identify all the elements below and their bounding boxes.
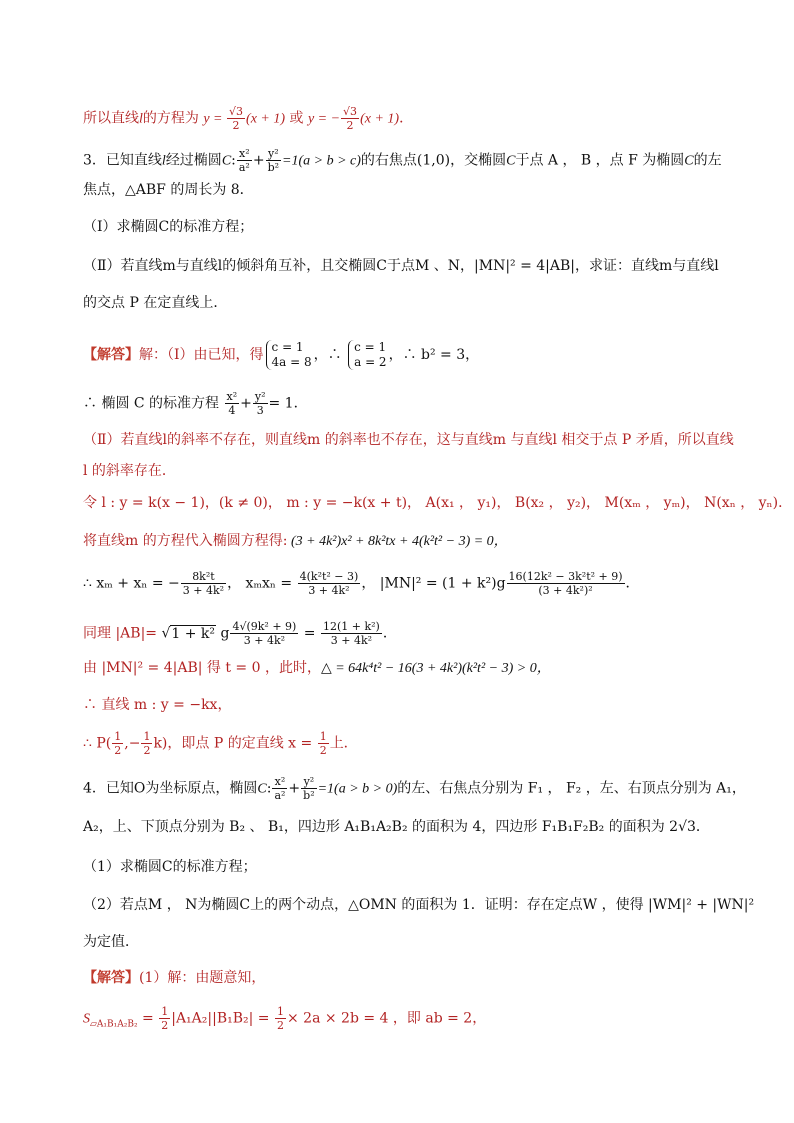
- denominator: 2: [161, 1019, 169, 1032]
- fraction: [507, 570, 625, 597]
- line-l20: （1）求椭圆C的标准方程；: [83, 859, 257, 875]
- math-var: C: [257, 781, 267, 797]
- fraction: [227, 105, 245, 132]
- fraction: [341, 105, 359, 132]
- line-l13: [83, 570, 754, 597]
- line-l01: [83, 105, 754, 132]
- numerator: x²: [272, 775, 287, 789]
- denominator: 2: [114, 744, 122, 757]
- fraction: [253, 390, 268, 417]
- text: ∴ xₘ + xₙ = −: [83, 575, 180, 592]
- fraction: [275, 1005, 286, 1032]
- numerator: 1: [143, 730, 151, 743]
- text: (1）解：由题意知，: [139, 970, 266, 986]
- text: 或: [285, 110, 308, 127]
- text: × 2a × 2b = 4 ，即 ab = 2，: [286, 1010, 487, 1027]
- numerator: 1: [319, 730, 327, 743]
- text: k): [153, 735, 168, 752]
- text: = 1．: [268, 395, 308, 412]
- line-l16: ∴ 直线 m : y = −kx，: [83, 697, 232, 713]
- text: =: [137, 1010, 159, 1027]
- subscript: ▱A₁B₁A₂B₂: [90, 1019, 138, 1030]
- line-l04: （Ⅰ）求椭圆C的标准方程；: [83, 219, 254, 235]
- numerator: y²: [301, 775, 316, 789]
- text: 将直线m 的方程代入椭圆方程得:: [83, 533, 288, 549]
- line-l06: 的交点 P 在定直线上．: [83, 295, 228, 311]
- text: +: [240, 395, 252, 412]
- equation: 4a = 8: [271, 355, 312, 369]
- fraction: [272, 775, 287, 802]
- denominator: 3 + 4k²: [308, 584, 350, 597]
- line-l19: A₂，上、下顶点分别为 B₂ 、 B₁，四边形 A₁B₁A₂B₂ 的面积为 4，四边形 F₁B₁F₂B₂ 的面积为 2√3．: [83, 819, 710, 835]
- text: 3．已知直线: [83, 152, 162, 169]
- numerator: 4√(9k² + 9): [232, 620, 297, 633]
- fraction: [321, 620, 382, 647]
- fraction: [141, 730, 152, 757]
- math-var: l: [139, 111, 143, 127]
- text: +: [288, 780, 301, 797]
- answer-label: 【解答】: [83, 347, 139, 363]
- math: (x + 1): [360, 111, 400, 127]
- line-l02: [83, 147, 754, 174]
- equation: a = 2: [354, 355, 387, 369]
- line-l14: 同理 |AB|= √1 + k² g $\frac{\text{4√(9k² + 9)}}{\text{3 + 4k²}}$ = $\frac{\text{12(1 + k²)}}{\text{3 + 4k²}}$ ．: [83, 620, 397, 647]
- text: ．: [625, 575, 640, 592]
- denominator: b²: [303, 789, 315, 802]
- denominator: 4: [228, 404, 236, 417]
- denominator: 3: [256, 404, 264, 417]
- math: (3 + 4k²)x² + 8k²tx + 4(k²t² − 3) = 0，: [287, 534, 508, 549]
- numerator: 8k²t: [181, 570, 226, 584]
- math-var: C: [684, 153, 694, 169]
- math: △ = 64k⁴t² − 16(3 + 4k²)(k²t² − 3) > 0，: [320, 661, 551, 676]
- text: ，∴: [313, 347, 347, 363]
- numerator: x²: [226, 390, 238, 403]
- denominator: b²: [267, 161, 280, 174]
- text: 的方程为: [142, 110, 204, 127]
- text: ∴ 椭圆 C 的标准方程: [83, 395, 224, 412]
- denominator: a²: [238, 161, 250, 174]
- numerator: x²: [237, 147, 252, 161]
- answer-label: 【解答】: [83, 970, 139, 986]
- denominator: (3 + 4k²)²: [538, 584, 593, 597]
- math-var: l: [161, 153, 166, 169]
- line-l08: [83, 390, 754, 417]
- text: 同理 |AB|=: [83, 625, 162, 642]
- math: =1(a > b > c): [282, 153, 361, 169]
- equation: c = 1: [271, 340, 304, 354]
- line-l24: [83, 1005, 754, 1034]
- text: =: [299, 625, 320, 642]
- radicand: 1 + k²: [171, 625, 216, 642]
- math: y =: [203, 111, 227, 127]
- text: +: [252, 152, 265, 169]
- denominator: a²: [274, 789, 286, 802]
- math-var: S: [83, 1011, 90, 1027]
- text: |A₁A₂||B₁B₂| =: [171, 1010, 274, 1027]
- denominator: 2: [232, 119, 240, 132]
- text: 所以直线: [83, 110, 139, 127]
- line-l17: [83, 730, 754, 757]
- denominator: 3 + 4k²: [182, 584, 225, 597]
- math: y = −: [307, 111, 341, 127]
- denominator: 2: [346, 119, 354, 132]
- text: ,−: [124, 735, 141, 752]
- equation: c = 1: [354, 340, 387, 354]
- denominator: 3 + 4k²: [330, 634, 373, 647]
- fraction: [230, 620, 298, 647]
- line-l05: （Ⅱ）若直线m与直线l的倾斜角互补，且交椭圆C于点M 、N，|MN|² = 4|AB|，求证：直线m与直线l: [83, 258, 719, 274]
- math-var: C: [506, 153, 516, 169]
- text: ．: [382, 625, 397, 642]
- line-l21: （2）若点M ， N为椭圆C上的两个动点，△OMN 的面积为 1．证明：存在定点W ，使得 |WM|² + |WN|²: [83, 897, 755, 913]
- text: 上．: [329, 735, 358, 752]
- numerator: 16(12k² − 3k²t² + 9): [508, 570, 623, 583]
- text: 4．已知O为坐标原点，椭圆: [83, 780, 258, 797]
- line-l10: l 的斜率存在．: [83, 463, 176, 479]
- text: ，∴ b² = 3，: [388, 347, 480, 363]
- text: :: [231, 152, 236, 169]
- text: 的右焦点(1,0)，交椭圆: [360, 152, 507, 169]
- equation-system: [348, 340, 386, 370]
- text: g: [216, 625, 230, 642]
- text: 的左、右焦点分别为 F₁ ， F₂ ，左、右顶点分别为 A₁，: [397, 780, 746, 797]
- fraction: [301, 775, 316, 802]
- equation-system: [266, 340, 312, 370]
- text: 的左: [693, 152, 722, 169]
- line-l15: [83, 658, 754, 679]
- numerator: 1: [276, 1005, 284, 1018]
- text: 于点 A ， B ，点 F 为椭圆: [515, 152, 685, 169]
- fraction: [298, 570, 361, 597]
- fraction: [266, 147, 281, 174]
- denominator: 2: [276, 1019, 284, 1032]
- line-l11: 令 l : y = k(x − 1)，(k ≠ 0)， m : y = −k(x + t)， A(x₁ ， y₁)， B(x₂ ， y₂)， M(xₘ ， yₘ)， N(xₙ ， yₙ)．: [83, 495, 793, 511]
- text: ．: [399, 110, 414, 127]
- line-l03: 焦点，△ABF 的周长为 8．: [83, 182, 254, 198]
- denominator: 3 + 4k²: [243, 634, 286, 647]
- numerator: y²: [254, 390, 266, 403]
- math: =1(a > b > 0): [317, 781, 398, 797]
- fraction: [181, 570, 226, 597]
- line-l09: （Ⅱ）若直线l的斜率不存在，则直线m 的斜率也不存在，这与直线m 与直线l 相交于点 P 矛盾，所以直线: [83, 432, 734, 448]
- text: ，即点 P 的定直线 x =: [167, 735, 317, 752]
- text: 经过椭圆: [165, 152, 222, 169]
- numerator: 12(1 + k²): [322, 620, 380, 633]
- line-l12: [83, 531, 754, 552]
- text: ， xₘxₙ =: [227, 575, 297, 592]
- text: ， |MN|² = (1 + k²)g: [361, 575, 506, 592]
- numerator: √3: [229, 105, 244, 118]
- numerator: y²: [266, 147, 281, 161]
- denominator: 2: [143, 744, 151, 757]
- fraction: [112, 730, 123, 757]
- numerator: 1: [114, 730, 122, 743]
- line-l18: [83, 775, 754, 802]
- fraction: [318, 730, 329, 757]
- numerator: 4(k²t² − 3): [299, 570, 359, 583]
- math-var: C: [221, 153, 232, 169]
- denominator: 2: [319, 744, 327, 757]
- line-l22: 为定值．: [83, 934, 139, 950]
- fraction: [225, 390, 240, 417]
- line-l07: [83, 340, 754, 370]
- math: (x + 1): [246, 111, 286, 127]
- fraction: [159, 1005, 170, 1032]
- numerator: √3: [343, 105, 358, 118]
- line-l23: [83, 968, 754, 988]
- numerator: 1: [161, 1005, 169, 1018]
- text: :: [266, 780, 272, 797]
- fraction: [237, 147, 252, 174]
- text: 由 |MN|² = 4|AB| 得 t = 0 ，此时，: [83, 660, 321, 676]
- text: 解：（Ⅰ）由已知，得: [139, 347, 264, 363]
- text: ∴ P(: [83, 735, 112, 752]
